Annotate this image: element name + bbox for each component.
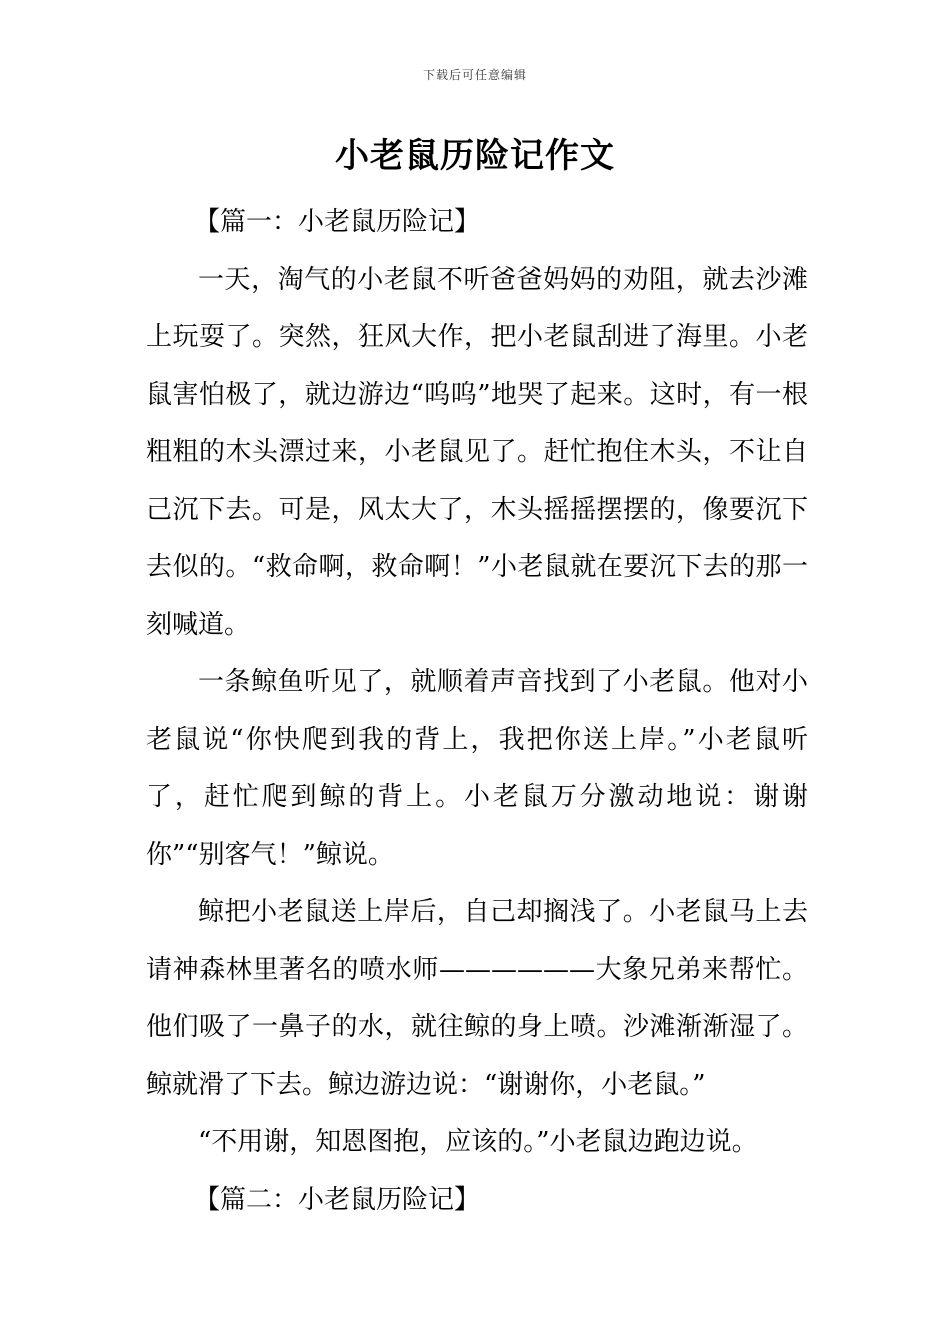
document-body xyxy=(146,194,808,1229)
paragraph: “不用谢，知恩图抱，应该的。”小老鼠边跑边说。 xyxy=(198,1127,758,1157)
paragraph: 一天，淘气的小老鼠不听爸爸妈妈的劝阻，就去沙滩上玩耍了。突然，狂风大作，把小老鼠刮进了海里。小老鼠害怕极了，就边游边“呜呜”地哭了起来。这时，有一根粗粗的木头漂过来，小老鼠见了。赶忙抱住木头，不让自己沉下去。可是，风太大了，木头摇摇摆摆的，像要沉下去似的。“救命啊，救命啊！”小老鼠就在要沉下去的那一刻喊道。 xyxy=(146,264,808,640)
header-note: 下载后可任意编辑 xyxy=(422,68,527,82)
section-heading-2: 【篇二：小老鼠历险记】 xyxy=(194,1184,481,1215)
paragraph: 一条鲸鱼听见了，就顺着声音找到了小老鼠。他对小老鼠说“你快爬到我的背上，我把你送上岸。”小老鼠听了，赶忙爬到鲸的背上。小老鼠万分激动地说：谢谢你”“别客气！”鲸说。 xyxy=(146,667,808,870)
section-heading-1: 【篇一：小老鼠历险记】 xyxy=(194,207,481,237)
document-title: 小老鼠历险记作文 xyxy=(335,136,615,176)
paragraph: 鲸把小老鼠送上岸后，自己却搁浅了。小老鼠马上去请神森林里著名的喷水师——————大象兄弟来帮忙。他们吸了一鼻子的水，就往鲸的身上喷。沙滩渐渐湿了。鲸就滑了下去。鲸边游边说：“谢谢你，小老鼠。” xyxy=(146,897,808,1100)
